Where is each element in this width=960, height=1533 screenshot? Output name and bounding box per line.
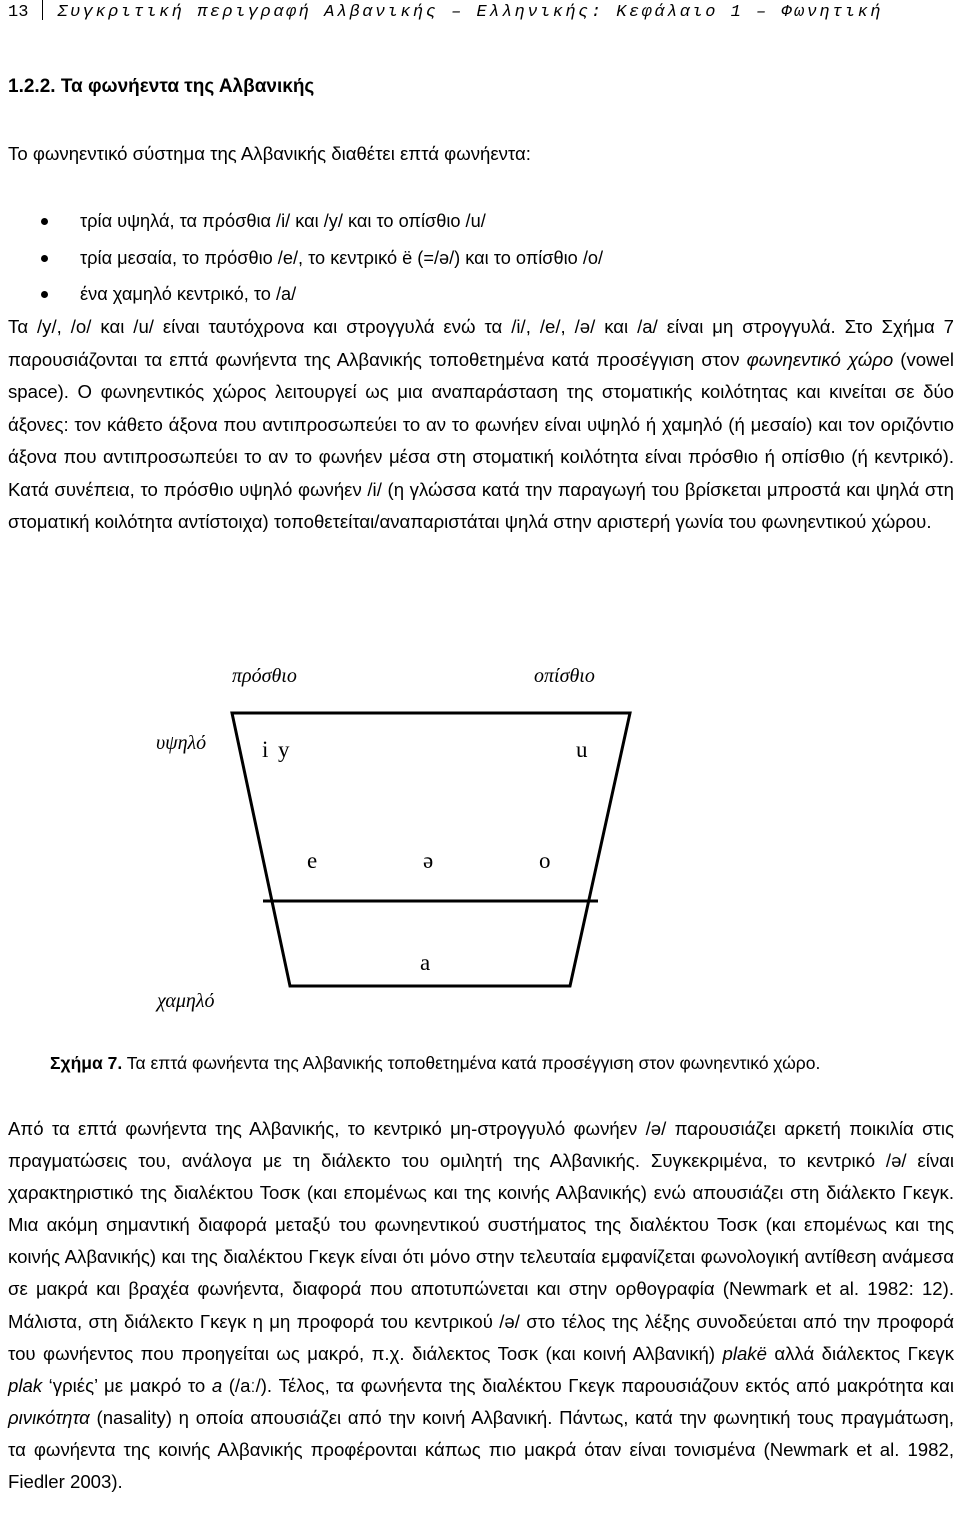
section-title: 1.2.2. Τα φωνήεντα της Αλβανικής [8,76,315,97]
label-high: υψηλό [156,732,207,754]
vowel-y: y [278,737,290,762]
vowel-space-figure [0,650,960,1050]
body-paragraph-2 [8,1113,954,1498]
text-run: Από τα επτά φωνήεντα της Αλβανικής, το κεντρικό μη-στρογγυλό φωνήεν /ə/ παρουσιάζει αρκετή ποικιλία στις πραγματώσεις του, ανάλογα με τη διάλεκτο του ομιλητή της Αλβανικής. Συγκεκριμένα, το κεντρικό /ə/ είναι χαρακτηριστικό της διαλέκτου Τοσκ (και επομένως και της κοινής Αλβανικής) ενώ απουσιάζει στη διάλεκτο Γκεγκ. Μια ακόμη σημαντική διαφορά μεταξύ του φωνηεντικού συστήματος της διαλέκτου Τοσκ (και επομένως και της κοινής Αλβανικής) και της διαλέκτου Γκεγκ είναι ότι μόνο στην τελευταία εμφανίζεται φωνολογική αντίθεση ανάμεσα σε μακρά και βραχέα φωνήεντα, διαφορά που αποτυπώνεται και στην ορθογραφία (Newmark et al. 1982: 12). Μάλιστα, στη διάλεκτο Γκεγκ η μη προφορά του κεντρικού /ə/ στο τέλος της λέξης συνοδεύεται από την προφορά του φωνήεντος που προηγείται ως μακρό, π.χ. διάλεκτος Τοσκ (και κοινή Αλβανική) [8,1118,954,1364]
text-run: αλλά διάλεκτος Γκεγκ [766,1342,954,1364]
label-low: χαμηλό [157,990,215,1012]
figure-caption [50,1053,820,1074]
vowel-schwa: ə [423,848,434,873]
vowel-o: o [539,848,551,873]
example-letter-a: a [211,1374,223,1396]
caption-label: Σχήμα 7. [50,1053,123,1073]
label-front: πρόσθιο [232,665,297,687]
list-item: τρία υψηλά, τα πρόσθια /i/ και /y/ και το οπίσθιο /u/ [40,203,603,240]
header-separator [42,0,43,20]
text-run: (/aː/). Τέλος, τα φωνήεντα της διαλέκτου Γκεγκ παρουσιάζουν εκτός από μακρότητα και [222,1374,955,1396]
list-item: ένα χαμηλό κεντρικό, το /a/ [40,276,603,313]
vowel-e: e [307,848,318,873]
running-title: Συγκριτική περιγραφή Αλβανικής – Ελληνικής: Κεφάλαιο 1 – Φωνητική [57,3,884,22]
page-number: 13 [8,3,29,22]
caption-text: Τα επτά φωνήεντα της Αλβανικής τοποθετημένα κατά προσέγγιση στον φωνηεντικό χώρο. [122,1053,821,1073]
vowel-i: i [262,737,269,762]
text-run: (vowel space). Ο φωνηεντικός χώρος λειτουργεί ως μια αναπαράσταση της στοματικής κοιλότητας και κινείται σε δύο άξονες: τον κάθετο άξονα που αντιπροσωπεύει το αν το φωνήεν είναι υψηλό ή χαμηλό (ή μεσαίο) και τον οριζόντιο άξονα που αντιπροσωπεύει το αν το φωνήεν μέσα στη στοματική κοιλότητα είναι πρόσθιο ή οπίσθιο (ή κεντρικό). Κατά συνέπεια, το πρόσθιο υψηλό φωνήεν /i/ (η γλώσσα κατά την παραγωγή του βρίσκεται μπροστά και ψηλά στη στοματική κοιλότητα αντίστοιχα) τοποθετείται/αναπαριστάται ψηλά στην αριστερή γωνία του φωνηεντικού χώρου. [8,348,954,532]
vowel-a: a [420,950,431,975]
text-run: (nasality) η οποία απουσιάζει από την κοινή Αλβανική. Πάντως, κατά την φωνητική τους πραγμάτωση, τα φωνήεντα της κοινής Αλβανικής προφέρονται κάπως πιο μακρά όταν είναι τονισμένα (Newmark et al. 1982, Fiedler 2003). [8,1406,954,1493]
example-word-plak: plak [8,1374,43,1396]
running-header [8,0,883,25]
vowel-bullet-list [40,203,603,313]
list-item: τρία μεσαία, το πρόσθιο /e/, το κεντρικό ë (=/ə/) και το οπίσθιο /o/ [40,240,603,277]
vowel-u: u [576,737,588,762]
example-word-plake: plakë [722,1342,767,1364]
vowel-trapezoid [0,650,960,1050]
term-nasality: ρινικότητα [8,1406,90,1428]
text-run: ‘γριές’ με μακρό το [42,1374,212,1396]
term-vowel-space: φωνηεντικό χώρο [746,348,894,370]
text-run: Τα /y/, /o/ και /u/ είναι ταυτόχρονα και στρογγυλά ενώ τα /i/, /e/, /ə/ και /a/ είναι μη στρογγυλά. Στο Σχήμα 7 παρουσιάζονται τα επτά φωνήεντα της Αλβανικής τοποθετημένα κατά προσέγγιση στον [8,316,954,370]
label-back: οπίσθιο [534,665,595,687]
intro-paragraph: Το φωνηεντικό σύστημα της Αλβανικής διαθέτει επτά φωνήεντα: [8,143,531,164]
body-paragraph-1 [8,311,954,539]
